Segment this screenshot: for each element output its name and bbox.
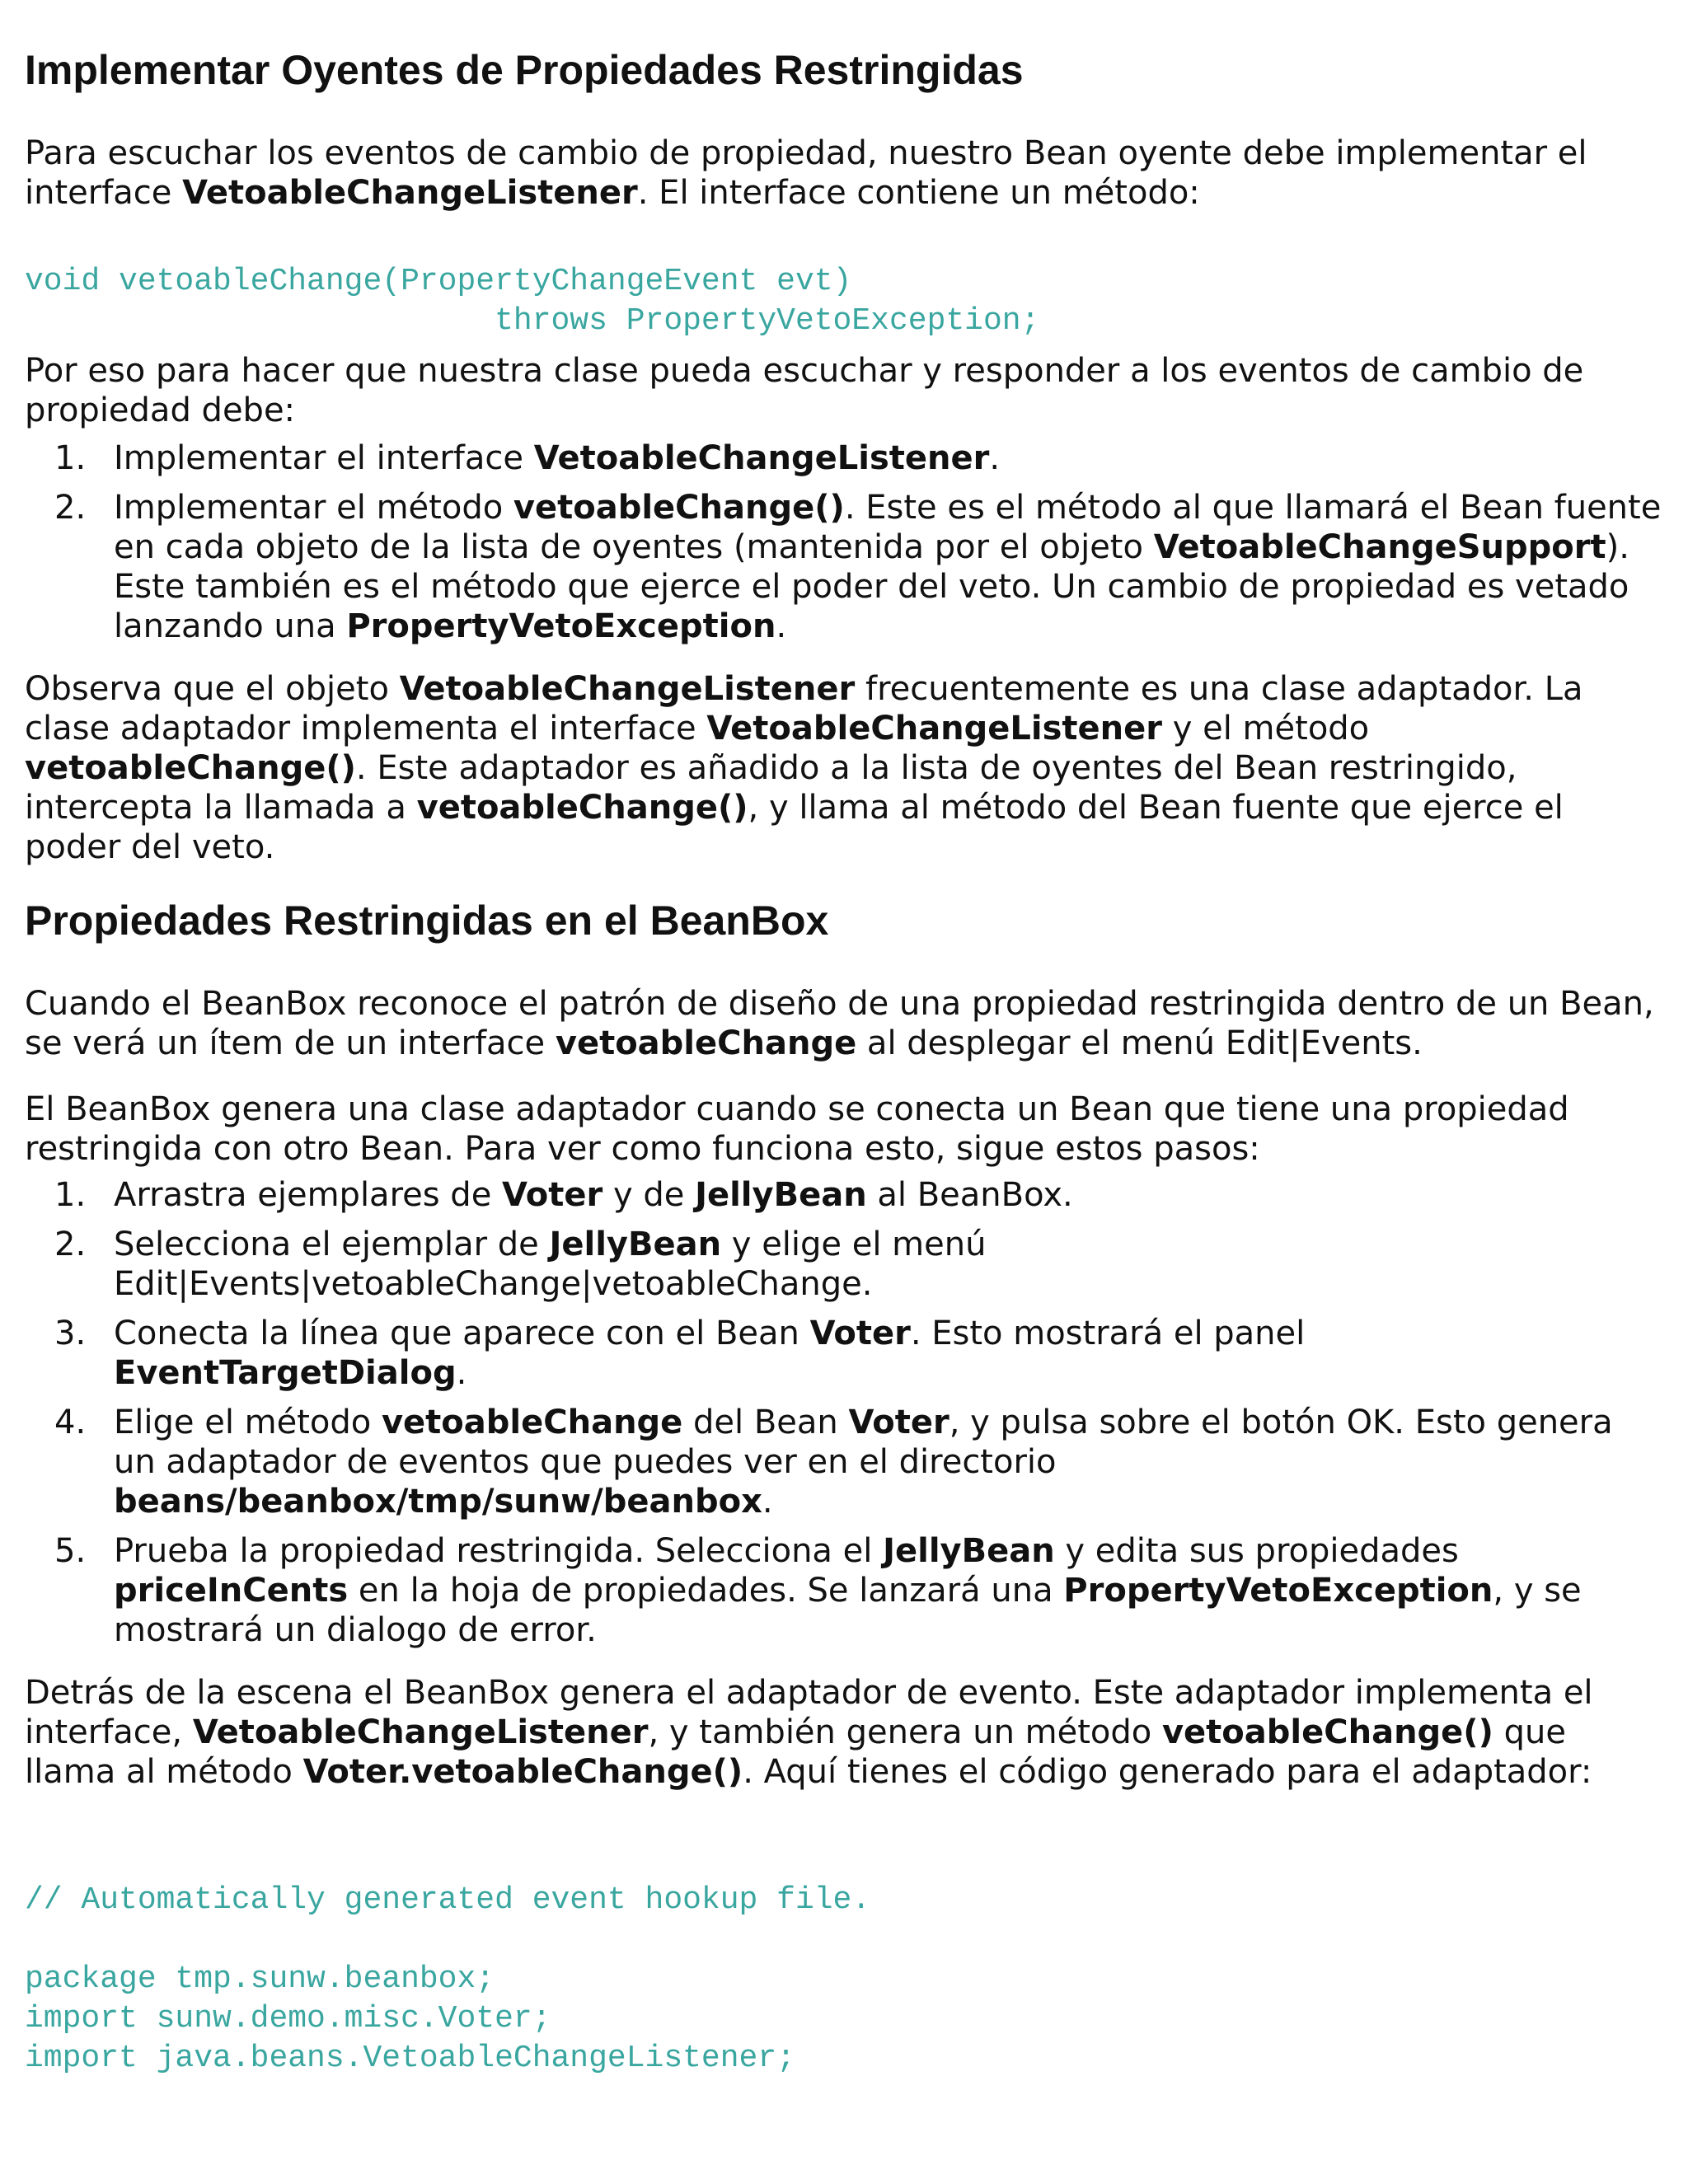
list-item bbox=[25, 1314, 1663, 1393]
section-heading-oyentes: Implementar Oyentes de Propiedades Restringidas bbox=[25, 47, 1024, 93]
text-run: Selecciona el ejemplar de bbox=[114, 1226, 550, 1263]
text-run: y de bbox=[603, 1176, 696, 1214]
bold-term: VetoableChangeListener bbox=[182, 174, 638, 212]
bold-term: Voter bbox=[502, 1176, 603, 1214]
list-item bbox=[25, 1403, 1663, 1521]
bold-term: vetoableChange bbox=[381, 1404, 683, 1441]
text-run: Detrás de la escena el BeanBox genera el adaptador de evento. Este adaptador implementa el interface, bbox=[25, 1674, 1593, 1751]
text-run: . Esto mostrará el panel bbox=[910, 1315, 1306, 1352]
list-item bbox=[25, 1175, 1663, 1215]
text-run: ). Este también es el método que ejerce el poder del veto. Un cambio de propiedad es vetado lanzando una bbox=[114, 528, 1629, 645]
bold-term: VetoableChangeSupport bbox=[1153, 528, 1606, 566]
text-run: al desplegar el menú Edit|Events. bbox=[856, 1024, 1423, 1062]
text-run: Elige el método bbox=[114, 1404, 382, 1441]
text-run: y el método bbox=[1162, 710, 1370, 748]
bold-term: VetoableChangeListener bbox=[533, 439, 990, 477]
text-run: Implementar el interface bbox=[114, 439, 534, 477]
bold-term: vetoableChange() bbox=[513, 489, 845, 527]
bold-term: JellyBean bbox=[695, 1176, 867, 1214]
bold-term: PropertyVetoException bbox=[346, 607, 776, 645]
bold-term: beans/beanbox/tmp/sunw/beanbox bbox=[114, 1483, 762, 1521]
bold-term: VetoableChangeListener bbox=[706, 710, 1163, 748]
text-run: , y también genera un método bbox=[648, 1713, 1162, 1751]
text-run: y elige el menú Edit|Events|vetoableChange|vetoableChange. bbox=[114, 1226, 987, 1303]
beanbox-steps-intro-paragraph bbox=[25, 1090, 1663, 1169]
text-run: y edita sus propiedades bbox=[1054, 1532, 1459, 1570]
intro-paragraph bbox=[25, 134, 1663, 213]
bold-term: EventTargetDialog bbox=[114, 1354, 457, 1392]
text-run: , y se mostrará un dialogo de error. bbox=[114, 1572, 1582, 1649]
text-run: que llama al método bbox=[25, 1713, 1566, 1791]
text-run: Cuando el BeanBox reconoce el patrón de diseño de una propiedad restringida dentro de un Bean, se verá un ítem de un interface bbox=[25, 985, 1654, 1062]
beanbox-intro-paragraph bbox=[25, 984, 1663, 1063]
text-run: al BeanBox. bbox=[866, 1176, 1073, 1214]
section-heading-beanbox: Propiedades Restringidas en el BeanBox bbox=[25, 898, 829, 944]
text-run: . Este es el método al que llamará el Bean fuente en cada objeto de la lista de oyentes (mantenida por el objeto bbox=[114, 489, 1662, 566]
list-item-number: 1. bbox=[54, 1176, 87, 1214]
bold-term: Voter.vetoableChange() bbox=[302, 1753, 743, 1791]
bold-term: Voter bbox=[809, 1315, 911, 1352]
bold-term: vetoableChange() bbox=[416, 789, 748, 827]
list-item bbox=[25, 438, 1663, 478]
list-item-number: 2. bbox=[54, 489, 87, 527]
generated-adapter-paragraph bbox=[25, 1673, 1663, 1792]
text-run: Arrastra ejemplares de bbox=[114, 1176, 503, 1214]
list-item-number: 1. bbox=[54, 439, 87, 477]
text-run: Por eso para hacer que nuestra clase pueda escuchar y responder a los eventos de cambio de propiedad debe: bbox=[25, 352, 1584, 429]
code-generated-adapter: // Automatically generated event hookup file. package tmp.sunw.beanbox; import sunw.demo.misc.Voter; import java.beans.VetoableChangeListener; bbox=[25, 1882, 871, 2076]
beanbox-steps-list bbox=[25, 1175, 1663, 1660]
bold-term: vetoableChange() bbox=[25, 749, 356, 787]
text-run: en la hoja de propiedades. Se lanzará una bbox=[348, 1572, 1064, 1610]
list-item-number: 4. bbox=[54, 1404, 87, 1441]
text-run: del Bean bbox=[682, 1404, 849, 1441]
text-run: . Aquí tienes el código generado para el adaptador: bbox=[743, 1753, 1592, 1791]
text-run: frecuentemente es una clase adaptador. La clase adaptador implementa el interface bbox=[25, 670, 1583, 748]
text-run: . bbox=[989, 439, 1001, 477]
list-item bbox=[25, 488, 1663, 646]
text-run: Conecta la línea que aparece con el Bean bbox=[114, 1315, 810, 1352]
text-run: . bbox=[762, 1483, 773, 1521]
text-run: . bbox=[456, 1354, 467, 1392]
text-run: . bbox=[776, 607, 787, 645]
bold-term: JellyBean bbox=[883, 1532, 1055, 1570]
bold-term: PropertyVetoException bbox=[1063, 1572, 1493, 1610]
requirements-paragraph bbox=[25, 351, 1663, 430]
list-item bbox=[25, 1225, 1663, 1304]
text-run: , y pulsa sobre el botón OK. Esto genera un adaptador de eventos que puedes ver en el directorio bbox=[114, 1404, 1613, 1481]
bold-term: vetoableChange() bbox=[1161, 1713, 1493, 1751]
text-run: , y llama al método del Bean fuente que ejerce el poder del veto. bbox=[25, 789, 1564, 866]
bold-term: priceInCents bbox=[114, 1572, 349, 1610]
list-item-number: 2. bbox=[54, 1226, 87, 1263]
code-vetoable-change-signature: void vetoableChange(PropertyChangeEvent evt) throws PropertyVetoException; bbox=[25, 264, 1040, 339]
bold-term: vetoableChange bbox=[555, 1024, 857, 1062]
text-run: Para escuchar los eventos de cambio de propiedad, nuestro Bean oyente debe implementar el interface bbox=[25, 134, 1587, 212]
text-run: Implementar el método bbox=[114, 489, 513, 527]
bold-term: Voter bbox=[848, 1404, 950, 1441]
text-run: . Este adaptador es añadido a la lista de oyentes del Bean restringido, intercepta la llamada a bbox=[25, 749, 1517, 827]
text-run: . El interface contiene un método: bbox=[637, 174, 1200, 212]
list-item-number: 5. bbox=[54, 1532, 87, 1570]
text-run: El BeanBox genera una clase adaptador cuando se conecta un Bean que tiene una propiedad restringida con otro Bean. Para ver como funciona esto, sigue estos pasos: bbox=[25, 1090, 1569, 1168]
bold-term: VetoableChangeListener bbox=[192, 1713, 649, 1751]
bold-term: JellyBean bbox=[549, 1226, 722, 1263]
requirements-list bbox=[25, 438, 1663, 656]
list-item bbox=[25, 1531, 1663, 1650]
text-run: Prueba la propiedad restringida. Selecciona el bbox=[114, 1532, 884, 1570]
bold-term: VetoableChangeListener bbox=[399, 670, 856, 708]
adapter-note-paragraph bbox=[25, 669, 1663, 867]
text-run: Observa que el objeto bbox=[25, 670, 400, 708]
list-item-number: 3. bbox=[54, 1315, 87, 1352]
